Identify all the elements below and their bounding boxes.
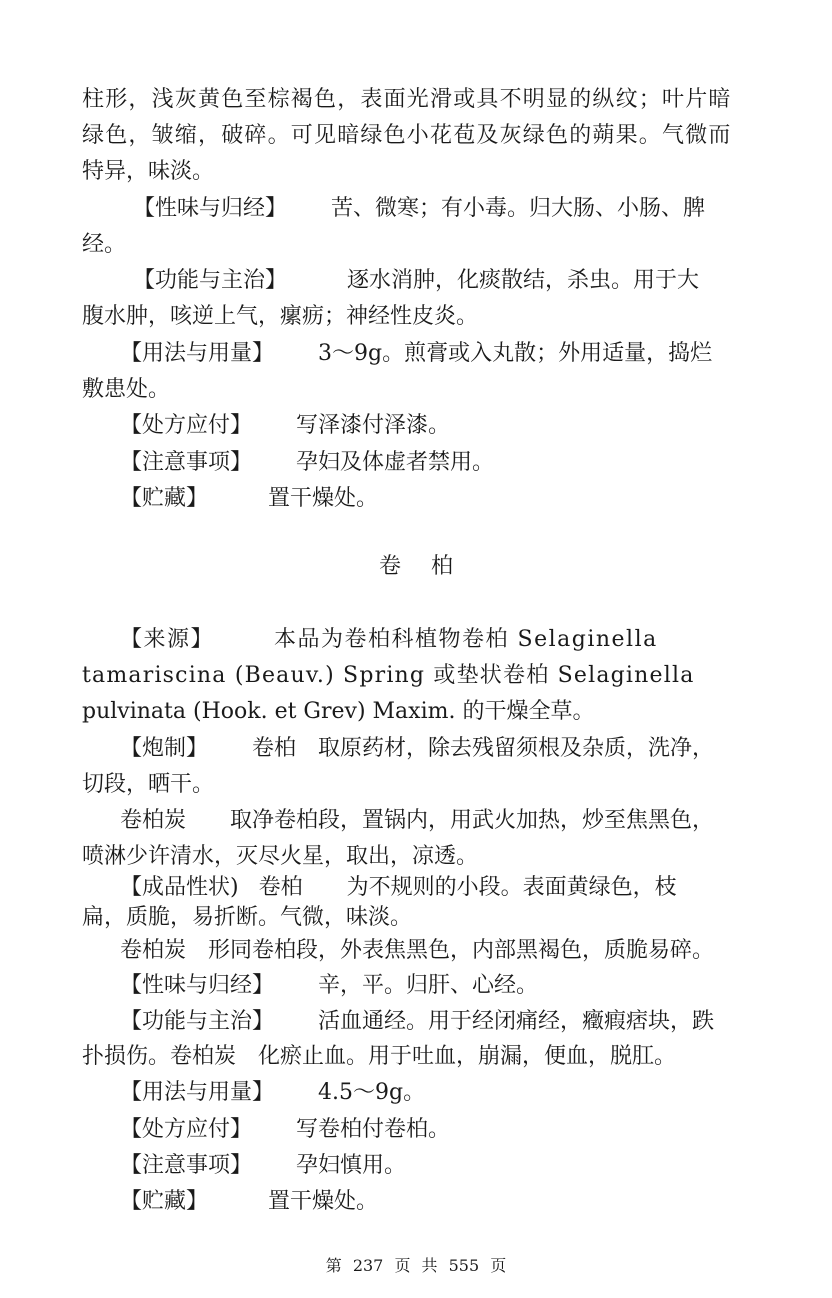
prev-zhuyi-label: 【注意事项】 (120, 450, 253, 475)
tan-line-1 (120, 806, 714, 836)
page-number: 第 237 页 共 555 页 (325, 1256, 507, 1275)
gongneng-line-2: 扑损伤。卷柏炭 化瘀止血。用于吐血，崩漏，便血，脱肛。 (82, 1044, 677, 1069)
xingzhuang-tan-line: 卷柏炭 形同卷柏段，外表焦黑色，内部黑褐色，质脆易碎。 (120, 938, 715, 963)
prev-yongfa-label: 【用法与用量】 (120, 341, 275, 366)
prev-yongfa-line-1 (120, 339, 712, 369)
xingzhuang-line-1 (120, 873, 677, 903)
laiyuan-text-1: 本品为卷柏科植物卷柏 Selaginella (274, 627, 658, 652)
chufang-text: 写卷柏付卷柏。 (296, 1117, 451, 1142)
prev-yongfa-text: 3～9g。煎膏或入丸散；外用适量，捣烂 (318, 341, 713, 366)
xingzhuang-sub: 卷柏 (258, 875, 303, 900)
tan-line-2: 喷淋少许清水，灭尽火星，取出，凉透。 (82, 844, 479, 869)
yongfa-line (120, 1078, 425, 1108)
xingzhuang-text-1: 为不规则的小段。表面黄绿色，枝 (346, 875, 677, 900)
laiyuan-line-1 (120, 625, 658, 655)
prev-chufang-text: 写泽漆付泽漆。 (296, 413, 451, 438)
xingzhuang-line-2: 扁，质脆，易折断。气微，味淡。 (82, 905, 413, 930)
prev-chufang-line (120, 411, 450, 441)
paozhi-line-2: 切段，晒干。 (82, 772, 215, 797)
xingwei-label: 【性味与归经】 (120, 973, 275, 998)
xingwei-text: 辛，平。归肝、心经。 (318, 973, 539, 998)
tan-label: 卷柏炭 (120, 808, 187, 833)
prev-desc-line-1: 柱形，浅灰黄色至棕褐色，表面光滑或具不明显的纵纹；叶片暗 (82, 87, 732, 112)
prev-zhucang-text: 置干燥处。 (268, 486, 379, 511)
prev-gongneng-text: 逐水消肿，化痰散结，杀虫。用于大 (347, 268, 700, 293)
gongneng-text-1: 活血通经。用于经闭痛经，癥瘕痞块，跌 (318, 1009, 715, 1034)
paozhi-text-1: 卷柏 取原药材，除去残留须根及杂质，洗净， (252, 736, 715, 761)
prev-gongneng-line-1 (133, 266, 699, 296)
prev-chufang-label: 【处方应付】 (120, 413, 253, 438)
prev-zhuyi-text: 孕妇及体虚者禁用。 (296, 450, 495, 475)
laiyuan-line-3: pulvinata (Hook. et Grev) Maxim. 的干燥全草。 (82, 699, 595, 724)
prev-xingwei-label: 【性味与归经】 (133, 196, 288, 221)
zhuyi-text: 孕妇慎用。 (296, 1153, 407, 1178)
prev-gongneng-label: 【功能与主治】 (133, 268, 288, 293)
zhucang-label: 【贮藏】 (120, 1189, 209, 1214)
gongneng-line-1 (120, 1007, 714, 1037)
chufang-label: 【处方应付】 (120, 1117, 253, 1142)
prev-desc-line-2: 绿色，皱缩，破碎。可见暗绿色小花苞及灰绿色的蒴果。气微而 (82, 123, 732, 148)
prev-zhuyi-line (120, 448, 494, 478)
zhucang-line (120, 1187, 378, 1217)
prev-zhucang-line (120, 484, 378, 514)
yongfa-label: 【用法与用量】 (120, 1080, 275, 1105)
gongneng-label: 【功能与主治】 (120, 1009, 275, 1034)
paozhi-label: 【炮制】 (120, 736, 209, 761)
tan-text-1: 取净卷柏段，置锅内，用武火加热，炒至焦黑色， (230, 808, 715, 833)
prev-xingwei-text: 苦、微寒；有小毒。归大肠、小肠、脾 (331, 196, 706, 221)
laiyuan-line-2: tamariscina (Beauv.) Spring 或垫状卷柏 Selaginella (82, 663, 695, 688)
laiyuan-label: 【来源】 (120, 627, 215, 652)
xingzhuang-label: 【成品性状) (120, 875, 239, 900)
zhuyi-label: 【注意事项】 (120, 1153, 253, 1178)
prev-yongfa-line-2: 敷患处。 (82, 377, 171, 402)
zhucang-text: 置干燥处。 (268, 1189, 379, 1214)
paozhi-line-1 (120, 734, 714, 764)
prev-xingwei-line-2: 经。 (82, 232, 127, 257)
zhuyi-line (120, 1151, 406, 1181)
xingwei-line (120, 971, 538, 1001)
entry-title: 卷柏 (378, 554, 483, 579)
prev-xingwei-line-1 (133, 194, 705, 224)
prev-desc-line-3: 特异，味淡。 (82, 159, 215, 184)
chufang-line (120, 1115, 450, 1145)
prev-gongneng-line-2: 腹水肿，咳逆上气，瘰疬；神经性皮炎。 (82, 304, 479, 329)
yongfa-text: 4.5～9g。 (318, 1080, 426, 1105)
prev-zhucang-label: 【贮藏】 (120, 486, 209, 511)
